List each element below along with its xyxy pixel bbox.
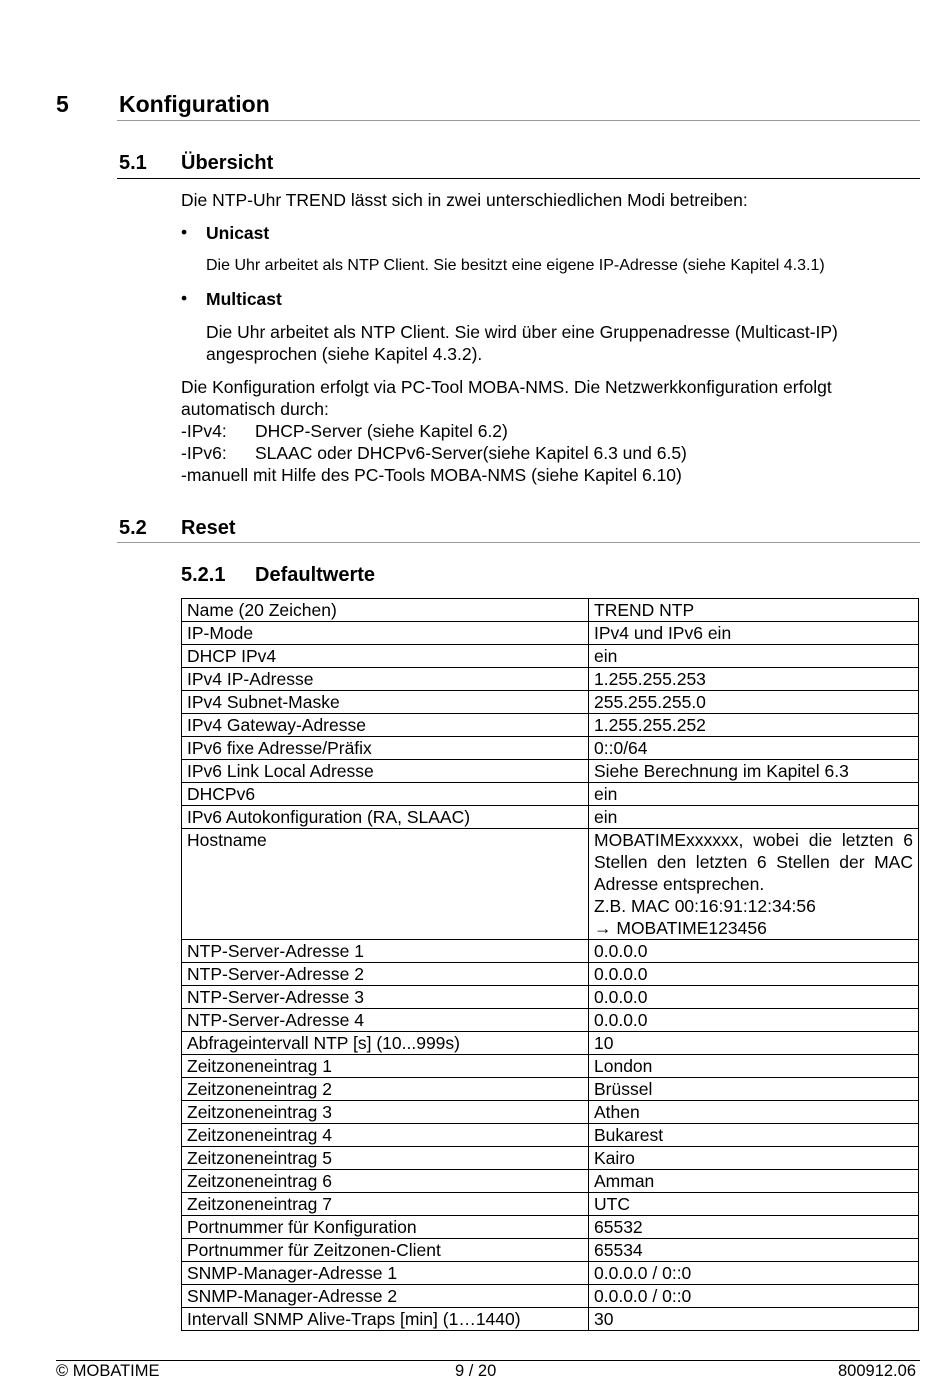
table-row bbox=[182, 737, 919, 760]
section-5-2-rule bbox=[117, 542, 920, 543]
table-value: 0.0.0.0 bbox=[589, 940, 919, 963]
table-value: UTC bbox=[589, 1193, 919, 1216]
table-value: IPv4 und IPv6 ein bbox=[589, 622, 919, 645]
table-value: Brüssel bbox=[589, 1078, 919, 1101]
table-value: 30 bbox=[589, 1308, 919, 1331]
table-key: Zeitzoneneintrag 5 bbox=[182, 1147, 589, 1170]
table-row bbox=[182, 940, 919, 963]
config-text-line2: automatisch durch: bbox=[181, 399, 329, 419]
table-key: Name (20 Zeichen) bbox=[182, 599, 589, 622]
table-value: 1.255.255.252 bbox=[589, 714, 919, 737]
mode-unicast-desc: Die Uhr arbeitet als NTP Client. Sie besitzt eine eigene IP-Adresse (siehe Kapitel 4.3.1) bbox=[206, 257, 825, 274]
mode-multicast-title: Multicast bbox=[206, 289, 282, 309]
table-key: IPv4 Gateway-Adresse bbox=[182, 714, 589, 737]
table-value: Bukarest bbox=[589, 1124, 919, 1147]
manual-config-text: -manuell mit Hilfe des PC-Tools MOBA-NMS (siehe Kapitel 6.10) bbox=[181, 465, 682, 485]
table-key: Zeitzoneneintrag 1 bbox=[182, 1055, 589, 1078]
table-value: 255.255.255.0 bbox=[589, 691, 919, 714]
footer-page-number: 9 / 20 bbox=[455, 1362, 497, 1380]
mode-multicast-desc-line2: angesprochen (siehe Kapitel 4.3.2). bbox=[206, 344, 483, 364]
table-key: Zeitzoneneintrag 3 bbox=[182, 1101, 589, 1124]
table-key: NTP-Server-Adresse 4 bbox=[182, 1009, 589, 1032]
table-row bbox=[182, 691, 919, 714]
chapter-number: 5 bbox=[56, 91, 69, 117]
table-value: 0.0.0.0 / 0::0 bbox=[589, 1262, 919, 1285]
mode-unicast-title: Unicast bbox=[206, 223, 270, 243]
footer-doc-number: 800912.06 bbox=[838, 1362, 916, 1380]
bullet-icon: • bbox=[181, 288, 188, 308]
table-row bbox=[182, 1285, 919, 1308]
table-key: IP-Mode bbox=[182, 622, 589, 645]
table-row bbox=[182, 986, 919, 1009]
table-row bbox=[182, 1032, 919, 1055]
table-key: IPv4 IP-Adresse bbox=[182, 668, 589, 691]
table-value: Kairo bbox=[589, 1147, 919, 1170]
table-row bbox=[182, 1262, 919, 1285]
section-5-2-title: Reset bbox=[181, 517, 236, 539]
table-value: 1.255.255.253 bbox=[589, 668, 919, 691]
hostname-value bbox=[589, 829, 919, 940]
section-5-1-number: 5.1 bbox=[119, 152, 147, 174]
chapter-title: Konfiguration bbox=[119, 91, 270, 117]
table-key: NTP-Server-Adresse 3 bbox=[182, 986, 589, 1009]
table-row bbox=[182, 806, 919, 829]
table-row bbox=[182, 1170, 919, 1193]
ipv4-text: DHCP-Server (siehe Kapitel 6.2) bbox=[255, 421, 508, 441]
table-key: IPv6 Link Local Adresse bbox=[182, 760, 589, 783]
table-row bbox=[182, 783, 919, 806]
table-value: TREND NTP bbox=[589, 599, 919, 622]
table-value: Amman bbox=[589, 1170, 919, 1193]
table-row bbox=[182, 963, 919, 986]
section-5-1-rule bbox=[117, 178, 920, 179]
section-5-2-1-title: Defaultwerte bbox=[255, 564, 376, 586]
table-key: IPv6 Autokonfiguration (RA, SLAAC) bbox=[182, 806, 589, 829]
table-row bbox=[182, 645, 919, 668]
table-value: 0.0.0.0 / 0::0 bbox=[589, 1285, 919, 1308]
table-row bbox=[182, 1216, 919, 1239]
table-key: Portnummer für Zeitzonen-Client bbox=[182, 1239, 589, 1262]
table-key: Zeitzoneneintrag 7 bbox=[182, 1193, 589, 1216]
section-5-2-1-number: 5.2.1 bbox=[181, 564, 226, 586]
table-key: DHCP IPv4 bbox=[182, 645, 589, 668]
table-key: Portnummer für Konfiguration bbox=[182, 1216, 589, 1239]
ipv4-label: -IPv4: bbox=[181, 421, 227, 441]
mode-multicast-desc-line1: Die Uhr arbeitet als NTP Client. Sie wird über eine Gruppenadresse (Multicast-IP) bbox=[206, 322, 838, 342]
table-row bbox=[182, 668, 919, 691]
default-values-table bbox=[181, 598, 919, 1331]
section-5-1-title: Übersicht bbox=[181, 152, 274, 174]
table-key: IPv6 fixe Adresse/Präfix bbox=[182, 737, 589, 760]
hostname-example-result: → MOBATIME123456 bbox=[594, 918, 767, 938]
table-row bbox=[182, 622, 919, 645]
table-row bbox=[182, 1078, 919, 1101]
table-row bbox=[182, 760, 919, 783]
table-key: Hostname bbox=[182, 829, 589, 940]
table-key: NTP-Server-Adresse 2 bbox=[182, 963, 589, 986]
table-value: ein bbox=[589, 806, 919, 829]
table-value: 65532 bbox=[589, 1216, 919, 1239]
intro-text: Die NTP-Uhr TREND lässt sich in zwei unterschiedlichen Modi betreiben: bbox=[181, 190, 748, 210]
chapter-rule bbox=[117, 120, 920, 121]
ipv6-label: -IPv6: bbox=[181, 443, 227, 463]
table-key: IPv4 Subnet-Maske bbox=[182, 691, 589, 714]
table-value: 10 bbox=[589, 1032, 919, 1055]
table-key: NTP-Server-Adresse 1 bbox=[182, 940, 589, 963]
table-row bbox=[182, 1193, 919, 1216]
table-key: Abfrageintervall NTP [s] (10...999s) bbox=[182, 1032, 589, 1055]
table-value: ein bbox=[589, 783, 919, 806]
table-value: London bbox=[589, 1055, 919, 1078]
table-value: 0::0/64 bbox=[589, 737, 919, 760]
table-key: DHCPv6 bbox=[182, 783, 589, 806]
table-row bbox=[182, 1147, 919, 1170]
table-row bbox=[182, 714, 919, 737]
table-row bbox=[182, 1239, 919, 1262]
table-value: Siehe Berechnung im Kapitel 6.3 bbox=[589, 760, 919, 783]
table-value: 0.0.0.0 bbox=[589, 986, 919, 1009]
table-row bbox=[182, 1009, 919, 1032]
footer-copyright: © MOBATIME bbox=[56, 1362, 160, 1380]
table-value: 0.0.0.0 bbox=[589, 1009, 919, 1032]
ipv6-text: SLAAC oder DHCPv6-Server(siehe Kapitel 6.3 und 6.5) bbox=[255, 443, 687, 463]
footer-rule bbox=[56, 1360, 920, 1361]
table-key: Zeitzoneneintrag 4 bbox=[182, 1124, 589, 1147]
table-key: SNMP-Manager-Adresse 1 bbox=[182, 1262, 589, 1285]
table-key: Zeitzoneneintrag 6 bbox=[182, 1170, 589, 1193]
table-row bbox=[182, 599, 919, 622]
hostname-example-mac: Z.B. MAC 00:16:91:12:34:56 bbox=[594, 896, 816, 916]
table-key: Zeitzoneneintrag 2 bbox=[182, 1078, 589, 1101]
section-5-2-number: 5.2 bbox=[119, 517, 147, 539]
table-row bbox=[182, 1308, 919, 1331]
table-key: Intervall SNMP Alive-Traps [min] (1…1440) bbox=[182, 1308, 589, 1331]
table-row bbox=[182, 1055, 919, 1078]
table-value: 0.0.0.0 bbox=[589, 963, 919, 986]
table-row bbox=[182, 1101, 919, 1124]
table-key: SNMP-Manager-Adresse 2 bbox=[182, 1285, 589, 1308]
hostname-desc: MOBATIMExxxxxx, wobei die letzten 6 Stellen den letzten 6 Stellen der MAC Adresse entsprechen. bbox=[594, 830, 913, 894]
table-value: 65534 bbox=[589, 1239, 919, 1262]
table-row bbox=[182, 829, 919, 940]
table-value: ein bbox=[589, 645, 919, 668]
bullet-icon: • bbox=[181, 222, 188, 242]
config-text-line1: Die Konfiguration erfolgt via PC-Tool MOBA-NMS. Die Netzwerkkonfiguration erfolgt bbox=[181, 377, 832, 397]
table-row bbox=[182, 1124, 919, 1147]
table-value: Athen bbox=[589, 1101, 919, 1124]
